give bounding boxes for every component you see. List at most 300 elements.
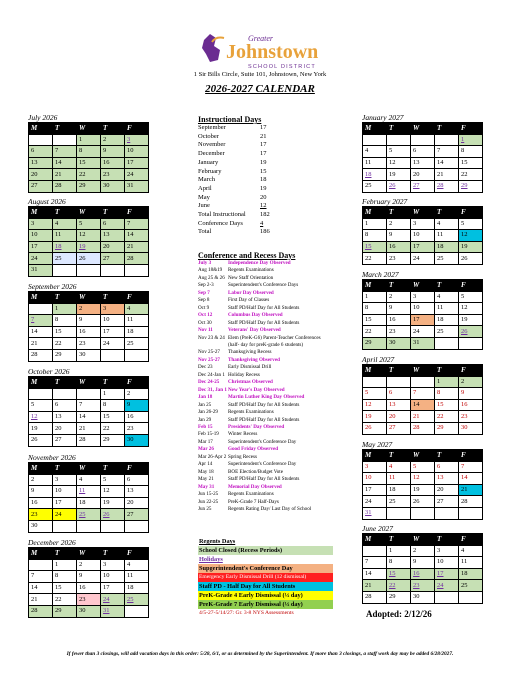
month-aug [28,197,149,277]
day-cell: 17 [411,241,435,253]
instructional-row [198,133,318,142]
event-description: Memorial Day Observed [228,483,282,490]
weekday-header: T [435,280,459,292]
event-date: Sep 2-3 [198,282,214,289]
event-description: Labor Day Observed [228,289,274,296]
event-row [198,387,358,394]
day-cell: 29 [101,434,125,446]
legend-assessments: 4/5-27-5/14/27: Gr. 3-8 NYS Assessments [199,610,294,616]
day-cell: 1 [363,218,387,230]
instructional-count: 19 [260,158,267,166]
day-cell: 15 [101,411,125,423]
week-row [29,594,149,606]
day-cell: 7 [411,388,435,400]
day-cell: 24 [29,253,53,265]
event-date: Aug 25 & 26 [198,274,225,281]
month-grid [28,462,149,533]
event-date: Nov 25-27 [198,349,220,356]
day-cell: 15 [77,157,101,169]
event-row [198,476,358,483]
weekday-header: T [435,450,459,462]
event-description: Good Friday Observed [228,446,279,453]
day-cell: 20 [101,241,125,253]
weekday-header: F [125,548,149,560]
day-cell: 30 [459,422,483,434]
day-cell: 8 [101,400,125,412]
instructional-month: Total Instructional [198,211,246,219]
week-row [29,303,149,315]
week-row [363,291,483,303]
instructional-row [198,141,318,150]
week-row [363,146,483,158]
day-cell: 17 [125,157,149,169]
day-cell: 28 [435,180,459,192]
day-cell: 25 [363,180,387,192]
week-row [29,264,149,276]
month-jul [28,113,149,193]
week-row [363,230,483,242]
weekday-header: T [435,365,459,377]
event-description: (half- day for preK-grade 6 students) [228,341,304,348]
day-cell: 3 [435,545,459,557]
day-cell: 2 [387,218,411,230]
month-apr [362,355,483,435]
weekday-header: F [459,534,483,546]
day-cell: 19 [459,241,483,253]
day-cell: 9 [29,486,53,498]
day-cell: 10 [29,230,53,242]
day-cell: 27 [411,180,435,192]
month-grid [28,122,149,193]
day-cell [387,134,411,146]
day-cell: 10 [411,230,435,242]
day-cell: 25 [435,326,459,338]
week-row [29,509,149,521]
day-cell: 4 [363,146,387,158]
day-cell [29,559,53,571]
legend [198,537,333,618]
week-row [363,169,483,181]
day-cell: 8 [77,146,101,158]
logo-name-text: Johnstown [226,41,319,63]
weekday-header: T [435,207,459,219]
day-cell: 5 [363,388,387,400]
day-cell: 10 [53,486,77,498]
legend-conference: Supgerintendent's Conference Day [198,564,333,573]
event-row [198,409,358,416]
weekday-header: W [77,207,101,219]
day-cell [77,388,101,400]
day-cell [363,376,387,388]
instructional-month: Conference Days [198,219,243,227]
event-date: Oct 30 [198,319,212,326]
day-cell: 6 [387,388,411,400]
day-cell: 1 [77,134,101,146]
month-jan [362,113,483,193]
day-cell: 22 [459,169,483,181]
weekday-header: M [363,123,387,135]
event-description: Veterans' Day Observed [228,327,281,334]
day-cell: 23 [459,411,483,423]
day-cell: 13 [53,411,77,423]
day-cell: 30 [125,434,149,446]
day-cell: 27 [387,422,411,434]
instructional-row [198,124,318,133]
day-cell: 23 [101,169,125,181]
day-cell: 16 [411,568,435,580]
day-cell: 8 [53,571,77,583]
event-date: Nov 25-27 [198,356,220,363]
month-grid [28,206,149,277]
weekday-header: T [53,123,77,135]
day-cell [77,520,101,532]
event-row [198,491,358,498]
event-date: Nov 11 [198,327,213,334]
day-cell: 4 [125,303,149,315]
weekday-header: F [459,123,483,135]
day-cell: 16 [387,241,411,253]
weekday-header: W [77,377,101,389]
day-cell [29,388,53,400]
day-cell [125,349,149,361]
weekday-header: T [101,292,125,304]
event-date: Jan 29 [198,416,212,423]
event-row [198,320,358,327]
day-cell [411,507,435,519]
day-cell: 17 [29,241,53,253]
day-cell: 1 [101,388,125,400]
day-cell: 3 [125,134,149,146]
week-row [29,559,149,571]
day-cell: 18 [125,326,149,338]
weekday-header: M [29,207,53,219]
week-row [29,230,149,242]
day-cell: 29 [53,605,77,617]
week-row [29,400,149,412]
event-row [198,439,358,446]
instructional-days-list [198,124,318,237]
week-row [363,461,483,473]
month-jun [362,524,483,604]
day-cell: 28 [29,349,53,361]
instructional-count: 4 [260,219,264,227]
event-row [198,394,358,401]
day-cell: 16 [77,582,101,594]
day-cell: 10 [125,146,149,158]
day-cell: 1 [53,303,77,315]
day-cell: 27 [29,180,53,192]
day-cell: 3 [53,474,77,486]
day-cell: 13 [125,486,149,498]
day-cell: 23 [125,423,149,435]
day-cell: 26 [459,326,483,338]
week-row [29,423,149,435]
weekday-header: W [411,207,435,219]
day-cell: 11 [435,230,459,242]
event-description: PreK-Grade 7 Half-Days [228,498,279,505]
week-row [29,497,149,509]
instructional-row [198,194,318,203]
day-cell: 14 [77,411,101,423]
day-cell: 1 [435,376,459,388]
day-cell: 28 [459,496,483,508]
day-cell: 19 [411,484,435,496]
day-cell [101,264,125,276]
month-title: February 2027 [362,197,408,206]
day-cell: 7 [29,571,53,583]
instructional-row [198,185,318,194]
day-cell: 9 [77,315,101,327]
day-cell: 6 [29,146,53,158]
week-row [363,422,483,434]
day-cell: 16 [101,157,125,169]
events-title: Conference and Recess Days [198,251,296,260]
month-grid [362,279,483,350]
instructional-row [198,211,318,220]
event-description: Thanksgiving Observed [228,356,280,363]
day-cell: 11 [363,157,387,169]
instructional-count: 17 [260,150,267,158]
weekday-header: M [363,450,387,462]
day-cell [459,591,483,603]
day-cell: 26 [459,253,483,265]
day-cell: 12 [77,230,101,242]
week-row [29,582,149,594]
event-description: Staff PD/Half Day for All Students [228,304,300,311]
day-cell: 21 [29,594,53,606]
day-cell [53,520,77,532]
event-date: May 31 [198,483,215,490]
day-cell: 9 [387,303,411,315]
day-cell: 5 [29,400,53,412]
event-row [198,327,358,334]
weekday-header: W [77,463,101,475]
day-cell: 24 [435,580,459,592]
weekday-header: M [29,463,53,475]
day-cell: 12 [101,486,125,498]
adopted-date: Adopted: 2/12/26 [366,609,432,619]
day-cell: 24 [101,594,125,606]
day-cell: 7 [29,315,53,327]
event-description: Martin Luther King Day Observed [228,394,305,401]
day-cell: 12 [459,303,483,315]
day-cell: 8 [435,388,459,400]
week-row [363,399,483,411]
weekday-header: F [459,450,483,462]
day-cell: 9 [459,388,483,400]
week-row [29,605,149,617]
day-cell: 17 [435,568,459,580]
week-row [29,474,149,486]
day-cell: 7 [125,218,149,230]
instructional-count: 20 [260,193,267,201]
day-cell [363,134,387,146]
day-cell: 10 [101,571,125,583]
month-grid [28,376,149,447]
weekday-header: T [101,548,125,560]
day-cell: 29 [387,591,411,603]
week-row [363,134,483,146]
event-description: Columbus Day Observed [228,312,283,319]
day-cell: 20 [29,169,53,181]
day-cell: 10 [435,557,459,569]
event-date: Jan 18 [198,394,213,401]
day-cell: 6 [411,146,435,158]
event-description: Early Dismissal Drill [228,364,272,371]
legend-prek7: PreK-Grade 7 Early Dismissal (½ day) [198,600,333,609]
day-cell: 3 [101,559,125,571]
event-description: Holiday Recess [228,371,260,378]
day-cell [125,520,149,532]
weekday-header: W [411,534,435,546]
event-description: New Year's Day Observed [228,386,285,393]
instructional-month: September [198,124,226,131]
legend-prek4: PreK-Grade 4 Early Dismissal (½ day) [198,591,333,600]
day-cell: 5 [459,291,483,303]
week-row [363,411,483,423]
event-date: Feb 15 [198,423,213,430]
week-row [29,169,149,181]
week-row [363,218,483,230]
month-feb [362,197,483,265]
event-row [198,499,358,506]
day-cell: 2 [411,545,435,557]
weekday-header: F [125,207,149,219]
day-cell: 30 [29,520,53,532]
event-row [198,335,358,342]
weekday-header: T [101,463,125,475]
day-cell: 21 [53,169,77,181]
event-date: Feb 15-19 [198,431,219,438]
event-description: BOE Election/Budget Vote [228,468,283,475]
day-cell: 16 [125,411,149,423]
instructional-row [198,168,318,177]
week-row [363,507,483,519]
day-cell: 21 [435,169,459,181]
day-cell: 4 [435,218,459,230]
day-cell: 11 [459,557,483,569]
day-cell: 7 [459,461,483,473]
day-cell: 24 [363,496,387,508]
event-date: Apr 14 [198,461,213,468]
day-cell: 9 [411,557,435,569]
month-grid [362,364,483,435]
event-row [198,364,358,371]
day-cell: 5 [459,218,483,230]
day-cell: 11 [387,473,411,485]
day-cell: 12 [411,473,435,485]
day-cell: 6 [435,461,459,473]
event-date: Dec 31, Jan 1 [198,386,227,393]
day-cell: 1 [387,545,411,557]
day-cell: 14 [435,157,459,169]
day-cell: 18 [53,241,77,253]
event-date: Jun 25 [198,505,212,512]
event-row [198,342,358,349]
day-cell [125,605,149,617]
event-row [198,260,358,267]
day-cell [411,376,435,388]
event-date: Oct 9 [198,304,210,311]
day-cell: 9 [387,230,411,242]
week-row [363,591,483,603]
day-cell: 24 [53,509,77,521]
week-row [363,545,483,557]
day-cell: 25 [435,253,459,265]
day-cell: 4 [125,559,149,571]
weekday-header: M [29,548,53,560]
event-description: New Staff Orientation [228,274,274,281]
day-cell [53,264,77,276]
event-description: Thanksgiving Recess [228,349,272,356]
weekday-header: M [29,123,53,135]
week-row [363,337,483,349]
weekday-header: T [53,207,77,219]
day-cell: 24 [411,253,435,265]
instructional-month: June [198,202,210,210]
day-cell: 21 [29,338,53,350]
day-cell: 19 [77,241,101,253]
month-oct [28,367,149,447]
instructional-count: 19 [260,184,267,192]
instructional-days-title: Instructional Days [198,115,262,124]
day-cell: 23 [411,580,435,592]
legend-emergency: Emergency Early Dismissal Drill (12 dismissal) [198,573,333,582]
day-cell: 10 [101,315,125,327]
day-cell: 22 [363,326,387,338]
day-cell: 26 [363,422,387,434]
day-cell: 19 [459,314,483,326]
event-date: Aug 18&19 [198,267,223,274]
day-cell: 23 [77,594,101,606]
logo-mark-icon [198,28,338,72]
event-description: Regents Examinations [228,409,274,416]
instructional-count: 21 [260,132,267,140]
day-cell: 14 [29,326,53,338]
weekday-header: M [363,207,387,219]
legend-closed: School Closed (Recess Periods) [198,546,333,555]
event-description: Spring Recess [228,453,258,460]
day-cell: 14 [53,157,77,169]
weekday-header: T [53,463,77,475]
event-row [198,431,358,438]
weekday-header: F [459,280,483,292]
event-row [198,446,358,453]
instructional-month: May [198,193,210,201]
event-row [198,402,358,409]
day-cell [459,337,483,349]
day-cell: 13 [101,230,125,242]
day-cell: 25 [459,580,483,592]
weekday-header: W [77,123,101,135]
event-row [198,349,358,356]
day-cell: 1 [459,134,483,146]
day-cell [435,337,459,349]
week-row [29,434,149,446]
event-description: Elem (PreK-G6) Parent-Teacher Conferences [228,334,321,341]
day-cell: 10 [363,473,387,485]
week-row [29,388,149,400]
instructional-month: November [198,141,226,149]
event-date: Mar 26 [198,446,214,453]
day-cell: 22 [101,423,125,435]
day-cell: 30 [387,337,411,349]
day-cell: 31 [101,605,125,617]
week-row [29,520,149,532]
day-cell: 22 [435,411,459,423]
day-cell: 10 [411,303,435,315]
instructional-month: December [198,150,225,158]
